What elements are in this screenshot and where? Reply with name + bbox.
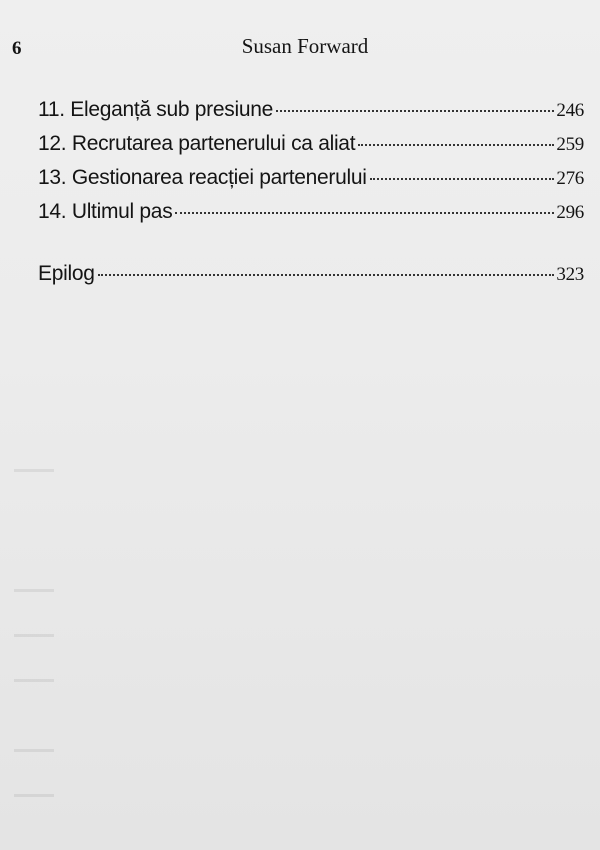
toc-entry-title: 11. Eleganță sub presiune	[38, 98, 273, 121]
running-head: Susan Forward	[241, 34, 369, 58]
toc-entry-page: 259	[556, 134, 584, 155]
toc-dot-leader	[98, 274, 555, 276]
show-through-mark	[14, 455, 54, 472]
toc-entry-page: 323	[556, 264, 584, 285]
show-through-mark	[14, 780, 54, 797]
show-through-mark	[14, 575, 54, 592]
table-of-contents	[38, 98, 584, 296]
show-through-mark	[14, 665, 54, 682]
toc-dot-leader	[358, 144, 554, 146]
toc-entry-epilog	[38, 262, 584, 296]
toc-entry	[38, 166, 584, 200]
toc-entry-page: 276	[556, 168, 584, 189]
page-header	[0, 34, 600, 64]
toc-entry	[38, 200, 584, 234]
show-through-mark	[14, 620, 54, 637]
toc-entry-title: 12. Recrutarea partenerului ca aliat	[38, 132, 356, 155]
toc-entry-title: 14. Ultimul pas	[38, 200, 173, 223]
toc-entry-page: 296	[556, 202, 584, 223]
toc-entry-title: Epilog	[38, 262, 95, 285]
page-number: 6	[12, 38, 22, 59]
toc-entry-title: 13. Gestionarea reacției partenerului	[38, 166, 367, 189]
show-through-mark	[14, 735, 54, 752]
toc-entry	[38, 132, 584, 166]
toc-dot-leader	[370, 178, 555, 180]
toc-entry-page: 246	[556, 100, 584, 121]
toc-dot-leader	[276, 110, 554, 112]
toc-dot-leader	[175, 212, 554, 214]
toc-entry	[38, 98, 584, 132]
